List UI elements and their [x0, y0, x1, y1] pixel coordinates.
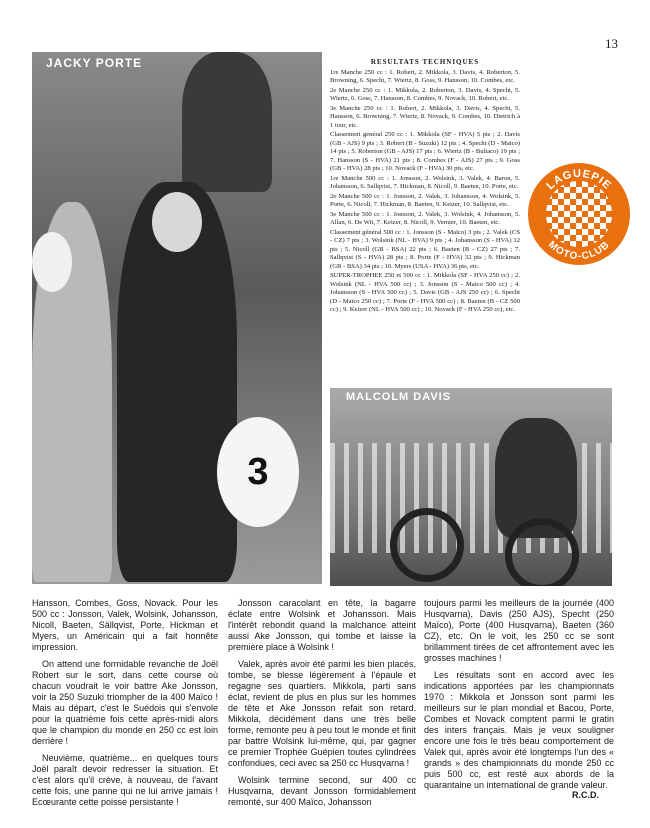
- article-paragraph: Valek, après avoir été parmi les bien placés, tombe, se blesse légèrement à l'épaule et regagne ses quartiers. Mikkola, parti sans éclat, revient de plus en plus sur les hommes de tête et Ake Jonsson refait son retard. Mikkola, décidément dans une très belle forme, remonte peu à peu tout le monde et finit par battre Wolsink lui-même, qui, par gagner ce premier Trophée Guépien toutes cylindrées confondues, ceci avec sa 250 cc Husqvarna !: [228, 659, 416, 768]
- results-paragraph: SUPER-TROPHEE 250 et 500 cc : 1. Mikkola (SF - HVA 250 cc) ; 2. Wolsink (NL - HVA 500 cc) ; 3. Jonsson (S - Maïco 500 cc) ; 4. Johansson (S - HVA 500 cc) ; 5. Davis (GB - AJS 250 cc) ; 6. Specht (D - Maïco 250 cc) ; 7. Porte (F - HVA 500 cc) ; 8. Baeten (B - CZ 500 cc) ; 9. Keizer (NL - HVA 500 cc) ; 10. Novack (F - HVA 250 cc), etc.: [330, 272, 520, 313]
- article-paragraph: Wolsink termine second, sur 400 cc Husqvarna, devant Jonsson formidablement remonté, sur 400 Maïco, Johansson: [228, 775, 416, 807]
- results-paragraph: 3e Manche 250 cc : 1. Robert, 2. Mikkola, 3. Davis, 4. Specht, 5. Hansson, 6. Browning, 7. Wiertz, 8. Novack, 9. Combes, 10. Dietrich à 1 tour, etc.: [330, 104, 520, 129]
- article-paragraph: Jonsson caracolant en tête, la bagarre éclate entre Wolsink et Johansson. Mais l'intérêt rebondit quand la malchance atteint aussi Ake Jonsson, qui tombe et laisse la première place à Wolsink !: [228, 598, 416, 652]
- article-column-3: [424, 598, 614, 797]
- article-paragraph: Les résultats sont en accord avec les indications apportées par les championnats 1970 : Mikkola et Jonsson sont parmi les meilleurs sur le plan mondial et Bacou, Porte, Combes et Novack comptent parmi le gratin des inters français. Mais je veux souligner encore une fois le très beau comportement de Valek qui, après avoir été longtemps l'un des « grands » des championnats du monde 250 cc puis 500 cc, est resté aux abords de la quarantaine un international de grande valeur.: [424, 670, 614, 790]
- logo-top-text: LAGUEPIE: [544, 167, 614, 193]
- results-paragraph: 3e Manche 500 cc : 1. Jonsson, 2. Valek, 3. Wolsink, 4. Johansson, 5. Allan, 6. De Wit, 7. Keizer, 8. Nicoll, 9. Vernier, 10. Baeten, etc.: [330, 210, 520, 226]
- laguepie-moto-club-logo: [528, 163, 630, 265]
- photo-caption-left: JACKY PORTE: [46, 56, 143, 70]
- article-paragraph: toujours parmi les meilleurs de la journée (400 Husqvarna), Davis (250 AJS), Specht (250 Maïco), Porte (400 Husqvarna), Baeten (360 CZ), etc. On le voit, les 250 cc se sont brillamment tirées de cet affrontement avec les grosses machines !: [424, 598, 614, 663]
- race-number-plate: 3: [217, 417, 299, 527]
- svg-text:MOTO-CLUB: [546, 239, 612, 262]
- results-paragraph: 2e Manche 500 cc : 1. Jonsson, 2. Valek, 3. Johansson, 4. Wolsink, 5. Porte, 6. Nicoll, 7. Hickman, 8. Baeten, 9. Keizer, 10. Sallqvist, etc.: [330, 192, 520, 208]
- photo-malcolm-davis: [330, 388, 612, 586]
- photo-caption-right: MALCOLM DAVIS: [346, 391, 452, 403]
- results-box: [330, 58, 520, 380]
- page-number: 13: [605, 36, 618, 51]
- article-paragraph: On attend une formidable revanche de Joël Robert sur le sort, dans cette course où chacun voudrait le voir battre Ake Jonsson, voir la 250 Suzuki triompher de la 400 Maïco ! Mais au départ, c'est le Suédois qui s'envole pour la quatrième fois cette après-midi alors que le champion du monde en 250 cc est loin derrière !: [32, 659, 218, 746]
- svg-text:LAGUEPIE: [544, 168, 613, 192]
- author-signature: R.C.D.: [572, 790, 599, 800]
- results-paragraph: Classement général 500 cc : 1. Jonsson (S - Maïco) 3 pts ; 2. Valek (CS - CZ) 7 pts ; 3. Wolsink (NL - HVA) 9 pts ; 4. Johansson (S - HVA) 12 pts ; 5. Nicoll (GB - BSA) 22 pts ; 6. Baeten (B - CZ) 27 pts ; 7. Sallqvist (S - HVA) 28 pts ; 8. Porte (F - HVA) 32 pts ; 9. Hickman (GB - BSA) 34 pts ; 10. Myers (USA - HVA) 36 pts, etc.: [330, 228, 520, 270]
- results-paragraph: Classement général 250 cc : 1. Mikkola (SF - HVA) 5 pts ; 2. Davis (GB - AJS) 9 pts ; 3. Robert (B - Suzuki) 12 pts ; 4. Specht (D - Maïco) 14 pts ; 5. Roberton (GB - AJS) 17 pts ; 6. Wiertz (B - Bultaco) 19 pts ; 7. Hansson (S - HVA) 21 pts ; 8. Combes (F - AJS) 27 pts ; 9. Goss (GB - HVA) 28 pts ; 10. Novack (F - HVA) 30 pts, etc.: [330, 131, 520, 172]
- results-title: RESULTATS TECHNIQUES: [370, 58, 480, 66]
- results-paragraph: 2e Manche 250 cc : 1. Mikkola, 2. Roberton, 3. Davis, 4. Specht, 5. Wiertz, 6. Goss, 7. Hansson, 8. Combes, 9. Novack, 10. Robert, etc.: [330, 86, 520, 102]
- article-paragraph: Neuvième, quatrième... en quelques tours Joël paraît devoir redresser la situation. Et c'est alors qu'il crève, à nouveau, de l'avant cette fois, une panne qui ne lui arrive jamais ! Ecœurante cette poisse persistante !: [32, 753, 218, 807]
- photo-jacky-porte: [32, 52, 322, 584]
- article-column-2: [228, 598, 416, 814]
- article-paragraph: Hansson, Combes, Goss, Novack. Pour les 500 cc : Jonsson, Valek, Wolsink, Johansson, Nicoll, Baeten, Sällqvist, Porte, Hickman et Myers, un Américain qui a fait honnête impression.: [32, 598, 218, 652]
- results-paragraph: 1re Manche 500 cc : 1. Jonsson, 2. Wolsink, 3. Valek, 4. Baron, 5. Johansson, 6. Sallqvist, 7. Hickman, 8. Nicoll, 9. Baeten, 10. Porte, etc.: [330, 174, 520, 190]
- logo-bottom-text: MOTO-CLUB: [545, 239, 613, 263]
- results-paragraph: 1re Manche 250 cc : 1. Robert, 2. Mikkola, 3. Davis, 4. Roberton, 5. Browning, 6. Specht, 7. Wiertz, 8. Goss, 9. Hansson, 10. Combes, etc.: [330, 68, 520, 84]
- article-column-1: [32, 598, 218, 814]
